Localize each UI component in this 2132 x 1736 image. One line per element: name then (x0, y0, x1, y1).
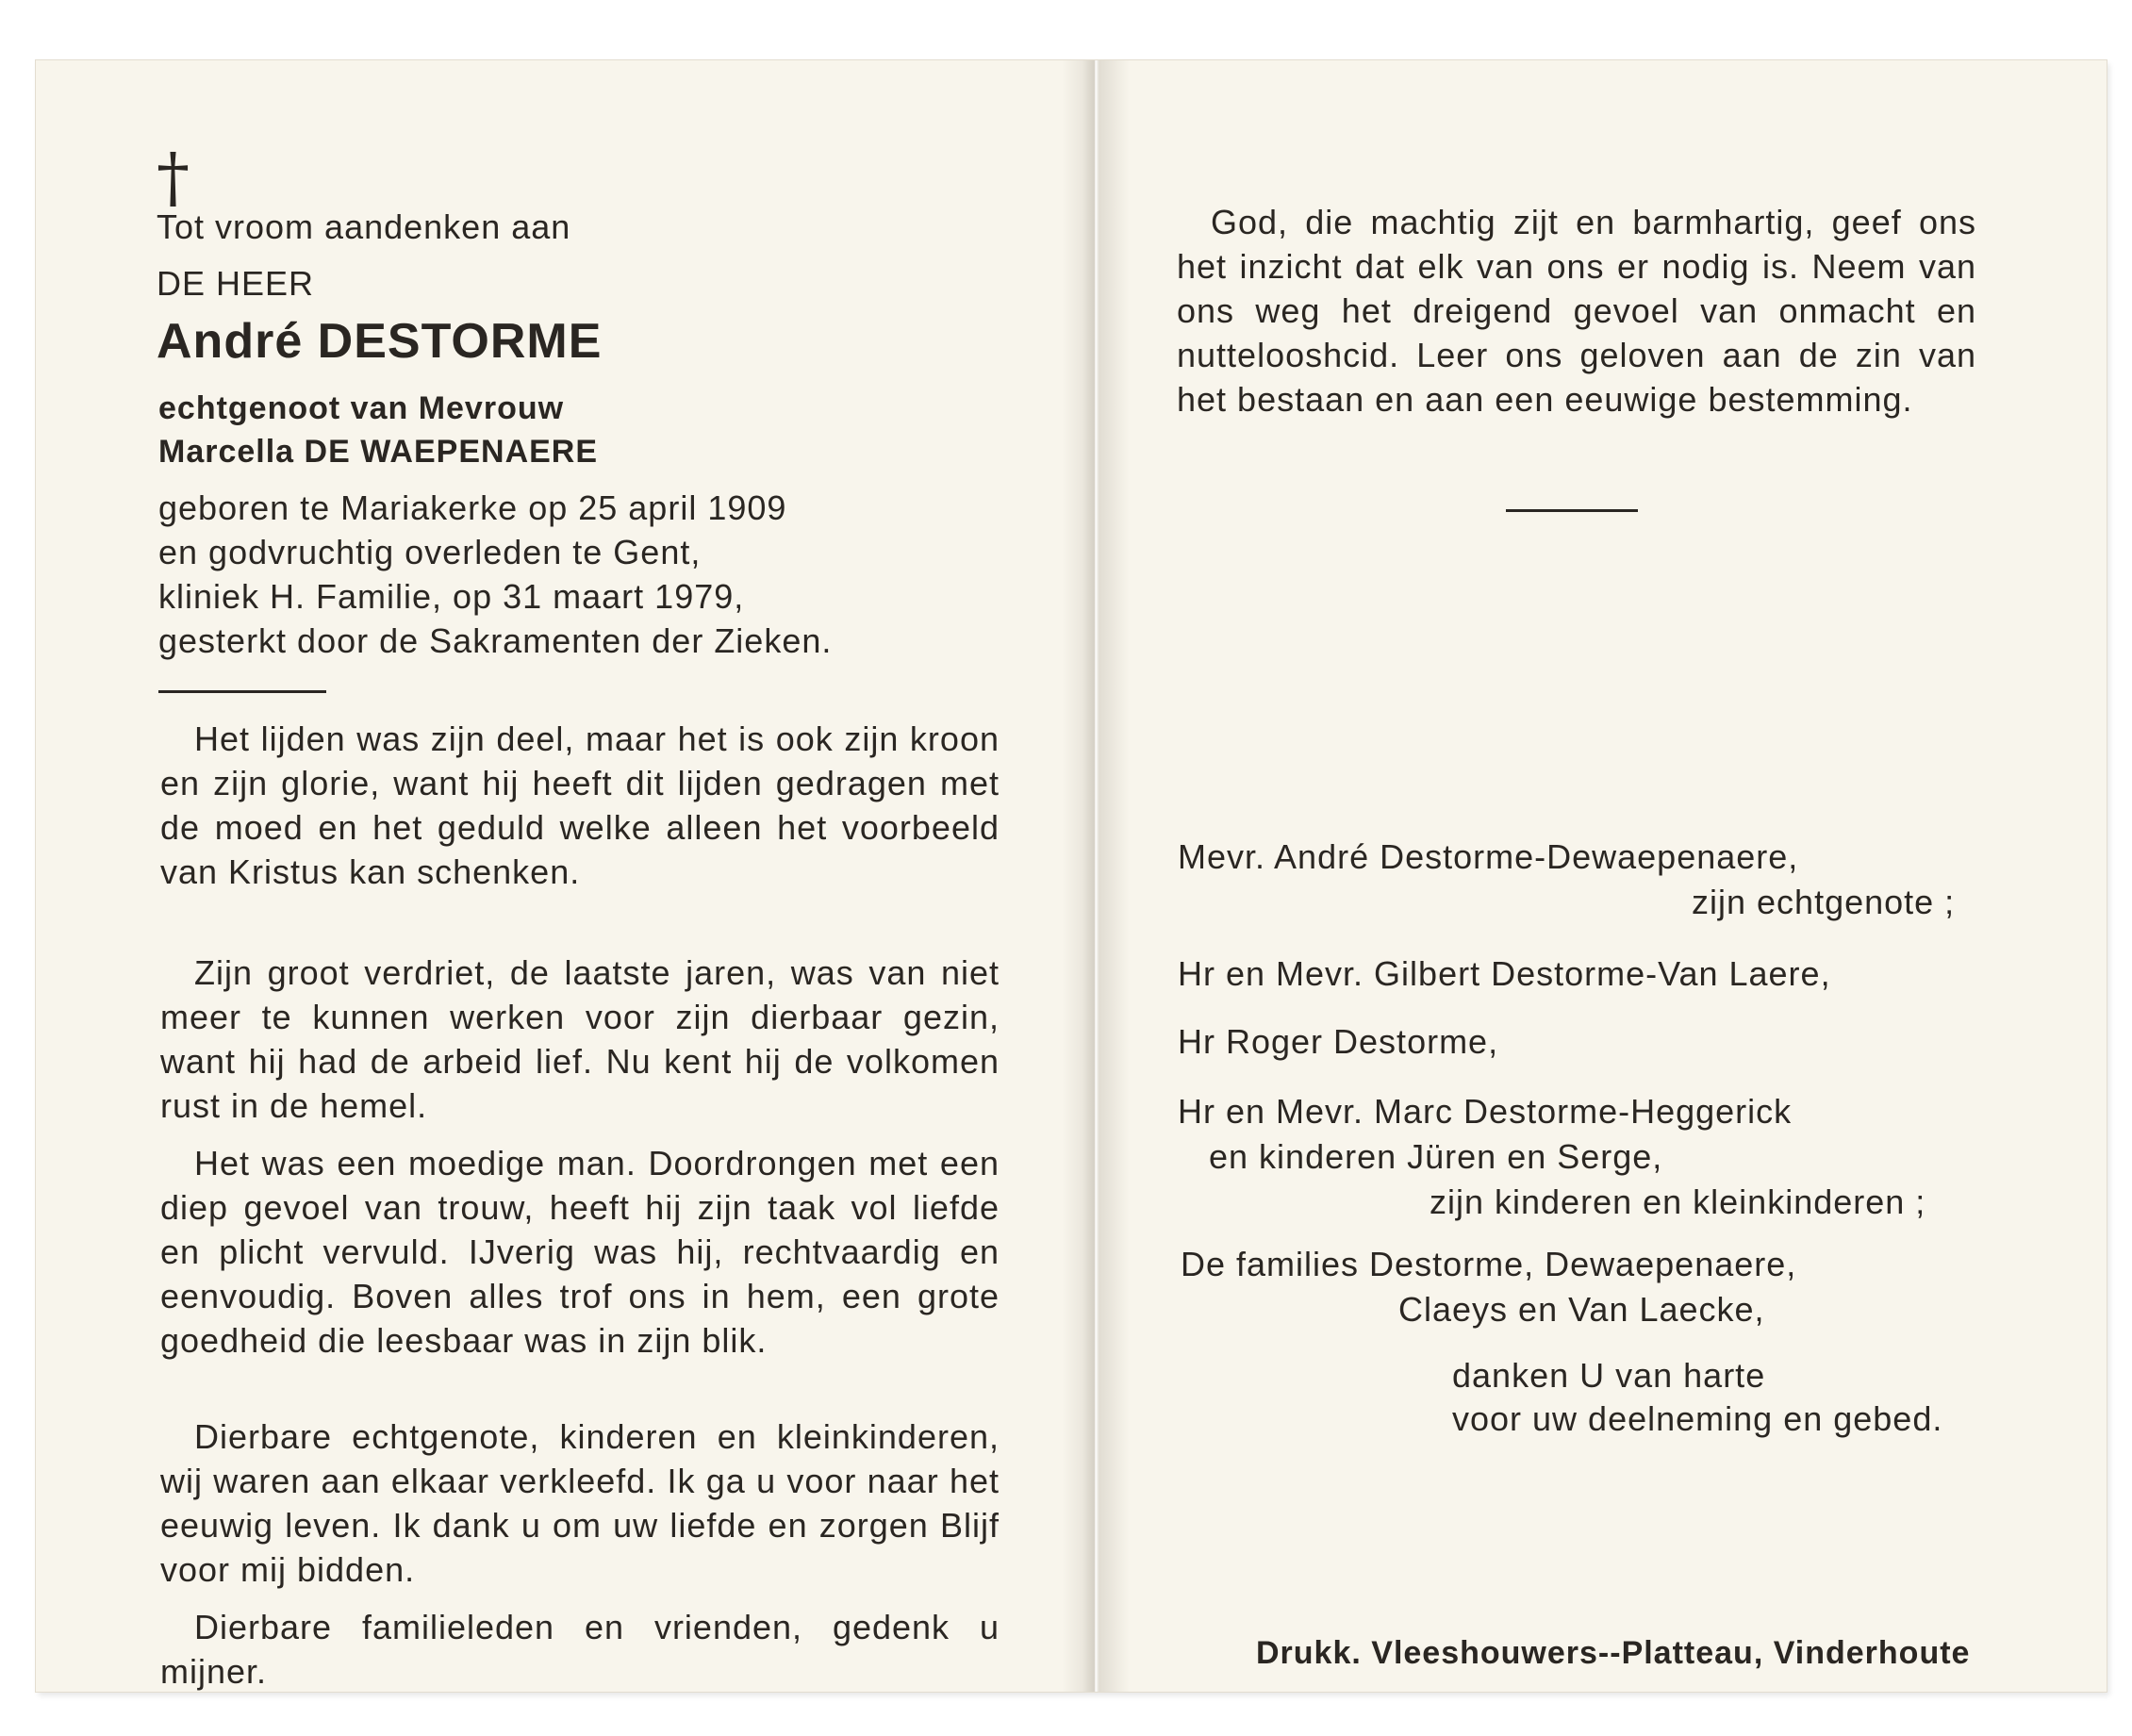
family-line-3: Hr en Mevr. Gilbert Destorme-Van Laere, (1178, 954, 1831, 993)
family-line-6: en kinderen Jüren en Serge, (1209, 1137, 1663, 1176)
right-panel (1111, 60, 2107, 1692)
intro-text: Tot vroom aandenken aan (157, 207, 571, 246)
spouse-line-1: echtgenoot van Mevrouw (158, 390, 565, 426)
sacraments-line: gesterkt door de Sakramenten der Zieken. (158, 621, 833, 660)
family-line-5: Hr en Mevr. Marc Destorme-Heggerick (1178, 1092, 1793, 1131)
family-line-1: Mevr. André Destorme-Dewaepenaere, (1178, 837, 1799, 876)
family-line-4: Hr Roger Destorme, (1178, 1022, 1499, 1061)
divider-right (1506, 509, 1638, 512)
prayer-text: God, die machtig zijt en barmhartig, geef ons het inzicht dat elk van ons er nodig is. Neem van ons weg het dreigend gevoel van onmacht en nuttelooshcid. Leer ons geloven aan de zin van het bestaan en aan een eeuwige bestemming. (1177, 203, 1976, 419)
paragraph-4: Dierbare echtgenote, kinderen en kleinkinderen, wij waren aan elkaar verkleefd. Ik ga u voor naar het eeuwig leven. Ik dank u om uw liefde en zorgen Blijf voor mij bidden. (160, 1417, 1000, 1589)
printer-credit: Drukk. Vleeshouwers--Platteau, Vinderhoute (1256, 1635, 1971, 1671)
paragraph-5: Dierbare familieleden en vrienden, gedenk u mijner. (160, 1608, 1000, 1691)
family-line-8: De families Destorme, Dewaepenaere, (1181, 1245, 1797, 1283)
cross-symbol: † (157, 139, 190, 216)
family-line-7: zijn kinderen en kleinkinderen ; (1430, 1182, 1926, 1221)
honorific: DE HEER (157, 264, 315, 303)
deceased-name: André DESTORME (157, 314, 603, 369)
left-panel (36, 60, 1083, 1692)
paragraph-1: Het lijden was zijn deel, maar het is ook zijn kroon en zijn glorie, want hij heeft dit lijden gedragen met de moed en het geduld welke alleen het voorbeeld van Kristus kan schenken. (160, 719, 1000, 891)
memorial-card (36, 60, 2107, 1692)
clinic-line: kliniek H. Familie, op 31 maart 1979, (158, 577, 745, 616)
birth-line: geboren te Mariakerke op 25 april 1909 (158, 488, 787, 527)
paragraph-2: Zijn groot verdriet, de laatste jaren, was van niet meer te kunnen werken voor zijn dierbaar gezin, want hij had de arbeid lief. Nu kent hij de volkomen rust in de hemel. (160, 953, 1000, 1125)
divider-left (158, 690, 326, 693)
family-line-11: voor uw deelneming en gebed. (1452, 1399, 1943, 1438)
family-line-2: zijn echtgenote ; (1692, 883, 1956, 921)
family-line-10: danken U van harte (1452, 1356, 1766, 1395)
paragraph-3: Het was een moedige man. Doordrongen met een diep gevoel van trouw, heeft hij zijn taak vol liefde en plicht vervuld. IJverig was hij, rechtvaardig en eenvoudig. Boven alles trof ons in hem, een grote goedheid die leesbaar was in zijn blik. (160, 1144, 1000, 1360)
spouse-line-2: Marcella DE WAEPENAERE (158, 434, 599, 470)
death-line: en godvruchtig overleden te Gent, (158, 533, 702, 571)
family-line-9: Claeys en Van Laecke, (1398, 1290, 1765, 1329)
